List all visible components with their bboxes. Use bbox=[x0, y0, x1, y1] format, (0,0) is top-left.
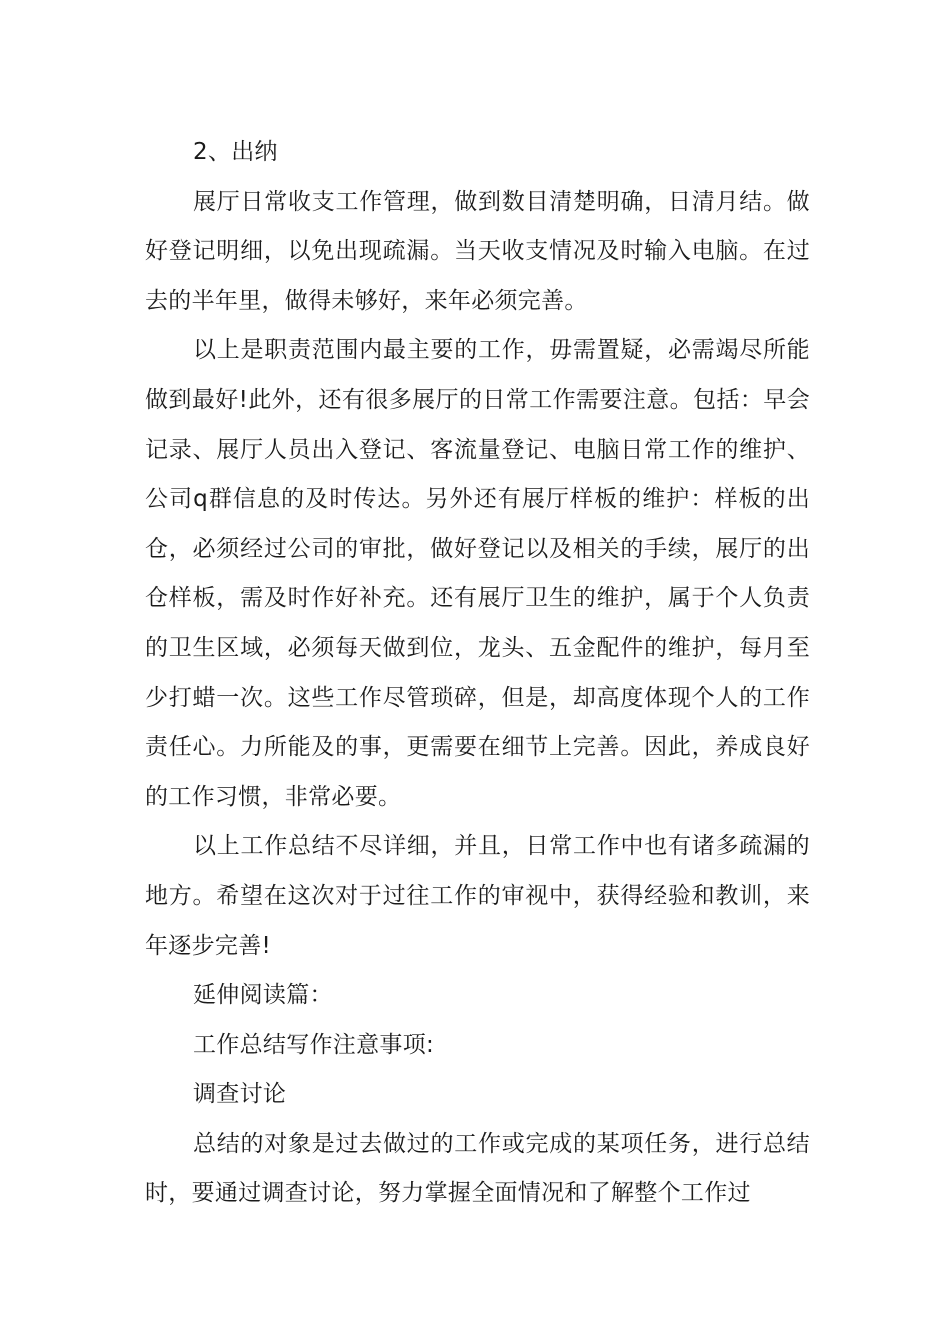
paragraph-conclusion: 以上工作总结不尽详细，并且，日常工作中也有诸多疏漏的地方。希望在这次对于过往工作的审视中，获得经验和教训，来年逐步完善! bbox=[145, 833, 810, 959]
paragraph-investigation: 总结的对象是过去做过的工作或完成的某项任务，进行总结时，要通过调查讨论，努力掌握全面情况和了解整个工作过 bbox=[145, 1130, 810, 1207]
heading-writing-notes: 工作总结写作注意事项: bbox=[193, 1031, 435, 1058]
section-heading-cashier: 2、出纳 bbox=[193, 139, 278, 165]
heading-investigation: 调查讨论 bbox=[193, 1081, 287, 1108]
paragraph-other-duties: 以上是职责范围内最主要的工作，毋需置疑，必需竭尽所能做到最好!此外，还有很多展厅的日常工作需要注意。包括：早会记录、展厅人员出入登记、客流量登记、电脑日常工作的维护、公司q群信息的及时传达。另外还有展厅样板的维护：样板的出仓，必须经过公司的审批，做好登记以及相关的手续，展厅的出仓样板，需及时作好补充。还有展厅卫生的维护，属于个人负责的卫生区域，必须每天做到位，龙头、五金配件的维护，每月至少打蜡一次。这些工作尽管琐碎，但是，却高度体现个人的工作责任心。力所能及的事，更需要在细节上完善。因此，养成良好的工作习惯，非常必要。 bbox=[145, 337, 810, 810]
heading-extended-reading: 延伸阅读篇： bbox=[193, 982, 333, 1009]
paragraph-cashier-duties: 展厅日常收支工作管理，做到数目清楚明确，日清月结。做好登记明细，以免出现疏漏。当天收支情况及时输入电脑。在过去的半年里，做得未够好，来年必须完善。 bbox=[145, 188, 810, 314]
document-body bbox=[145, 128, 810, 1219]
